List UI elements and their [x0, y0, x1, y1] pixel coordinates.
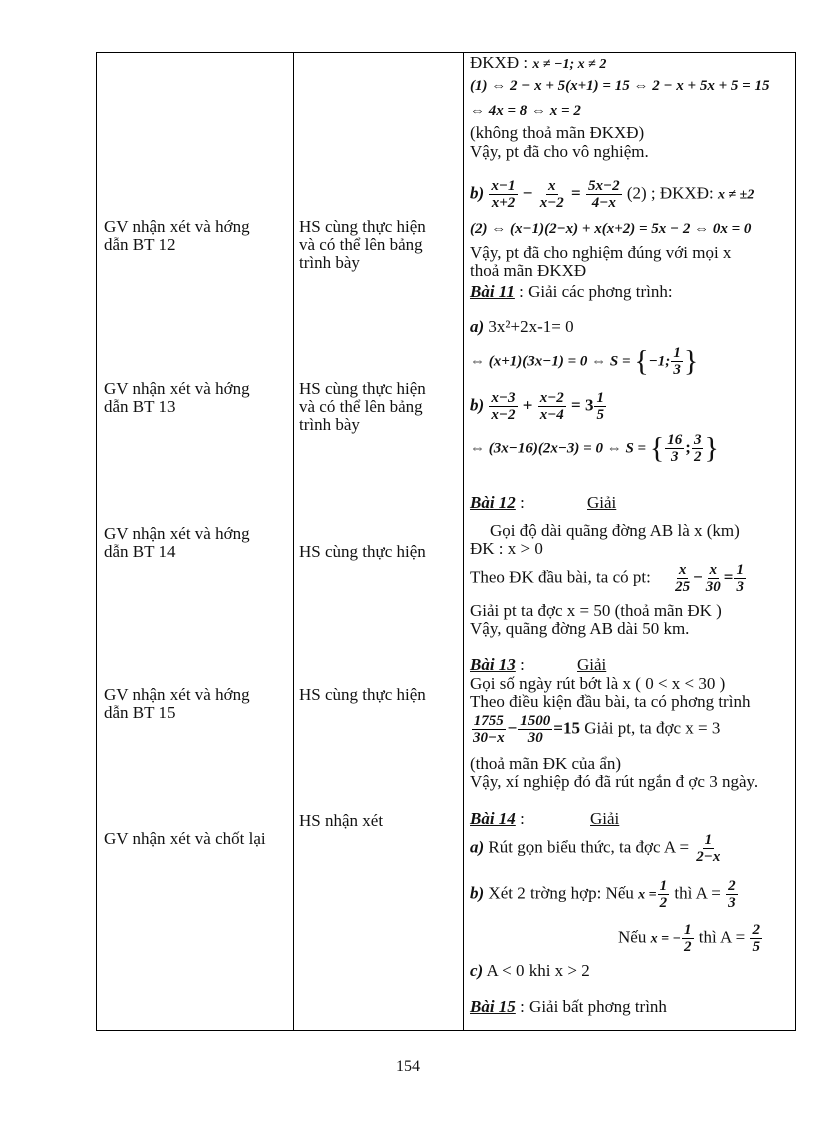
column-divider-1: [293, 53, 294, 1030]
exercise-12-title: Bài 12 :: [470, 493, 525, 512]
exercise-12-equation: Theo ĐK đầu bài, ta có pt: $\frac{x}{25}$ − $\frac{x}{30}$ = $\frac{1}{3}$: [470, 562, 744, 595]
exercise-14-b: b) Xét 2 trờng hợp: Nếu x = $\frac{1}{2}$ thì A = $\frac{2}{3}$: [470, 878, 736, 911]
exercise-13-line-2: Theo điều kiện đầu bài, ta có phơng trình: [470, 692, 751, 711]
solution-heading-14: Giải: [590, 809, 620, 828]
student-activity-14: HS cùng thực hiện: [299, 542, 426, 561]
exercise-12-line-2: ĐK : x > 0: [470, 539, 543, 558]
equation-1: (1) ⇔ 2 − x + 5(x+1) = 15 ⇔ 2 − x + 5x + 5 = 15: [470, 78, 770, 94]
exercise-12-line-5: Vậy, quãng đờng AB dài 50 km.: [470, 619, 690, 638]
student-activity-15: HS cùng thực hiện: [299, 685, 426, 704]
conclusion-2: Vậy, pt đã cho nghiệm đúng với mọi x thoả mãn ĐKXĐ: [470, 243, 732, 280]
teacher-activity-conclude: GV nhận xét và chốt lại: [104, 829, 266, 848]
exercise-13-title: Bài 13 :: [470, 655, 525, 674]
exercise-13-equation: $\frac{1755}{30-x}$ − $\frac{1500}{30}$ =15 Giải pt, ta đợc x = 3: [473, 713, 721, 746]
exercise-14-a: a) Rút gọn biểu thức, ta đợc A = $\frac{1}{2-x}$: [470, 832, 721, 865]
exercise-11-a: a) 3x²+2x-1= 0: [470, 317, 574, 336]
student-activity-12: HS cùng thực hiện và có thể lên bảng trình bày: [299, 217, 426, 272]
note-not-satisfy: (không thoả mãn ĐKXĐ): [470, 123, 645, 142]
exercise-12-line-1: Gọi độ dài quãng đờng AB là x (km): [490, 521, 740, 540]
teacher-activity-15: GV nhận xét và hớng dẫn BT 15: [104, 685, 250, 722]
teacher-activity-13: GV nhận xét và hớng dẫn BT 13: [104, 379, 250, 416]
teacher-activity-12: GV nhận xét và hớng dẫn BT 12: [104, 217, 250, 254]
exercise-11-a-solution: ⇔ (x+1)(3x−1) = 0 ⇔ S = {−1; $\frac{1}{3}$ }: [470, 344, 699, 378]
teacher-activity-14: GV nhận xét và hớng dẫn BT 14: [104, 524, 250, 561]
column-divider-2: [463, 53, 464, 1030]
student-activity-review: HS nhận xét: [299, 811, 384, 830]
conclusion-1: Vậy, pt đã cho vô nghiệm.: [470, 142, 649, 161]
student-activity-13: HS cùng thực hiện và có thể lên bảng trình bày: [299, 379, 426, 434]
exercise-11-title: Bài 11 : Giải các phơng trình:: [470, 282, 673, 301]
solution-heading-13: Giải: [577, 655, 607, 674]
exercise-14-b-case-2: Nếu x = − $\frac{1}{2}$ thì A = $\frac{2}{5}$: [618, 922, 760, 955]
exercise-14-title: Bài 14 :: [470, 809, 525, 828]
exercise-11-b: b) $\frac{x-3}{x-2}$ + $\frac{x-2}{x-4}$ = 3 $\frac{1}{5}$: [470, 390, 604, 423]
page-number: 154: [396, 1058, 420, 1075]
solution-heading-12: Giải: [587, 493, 617, 512]
exercise-13-line-1: Gọi số ngày rút bớt là x ( 0 < x < 30 ): [470, 674, 726, 693]
condition-line-1: ĐKXĐ : x ≠ −1; x ≠ 2: [470, 53, 607, 72]
equation-2: ⇔ 4x = 8 ⇔ x = 2: [470, 103, 581, 119]
exercise-13-line-4: (thoả mãn ĐK của ẩn): [470, 754, 622, 773]
exercise-15-title: Bài 15 : Giải bất phơng trình: [470, 997, 667, 1016]
equation-b-line: b) $\frac{x-1}{x+2}$ − $\frac{x}{x-2}$ = $\frac{5x-2}{4-x}$ (2) ; ĐKXĐ: x ≠ ±2: [470, 178, 755, 211]
exercise-12-line-4: Giải pt ta đợc x = 50 (thoả mãn ĐK ): [470, 601, 722, 620]
exercise-13-line-5: Vậy, xí nghiệp đó đã rút ngắn đ ợc 3 ngày.: [470, 772, 759, 791]
exercise-14-c: c) A < 0 khi x > 2: [470, 961, 590, 980]
exercise-11-b-solution: ⇔ (3x−16)(2x−3) = 0 ⇔ S = { $\frac{16}{3}$ ; $\frac{3}{2}$ }: [470, 431, 719, 465]
equation-3: (2) ⇔ (x−1)(2−x) + x(x+2) = 5x − 2 ⇔ 0x = 0: [470, 221, 752, 237]
